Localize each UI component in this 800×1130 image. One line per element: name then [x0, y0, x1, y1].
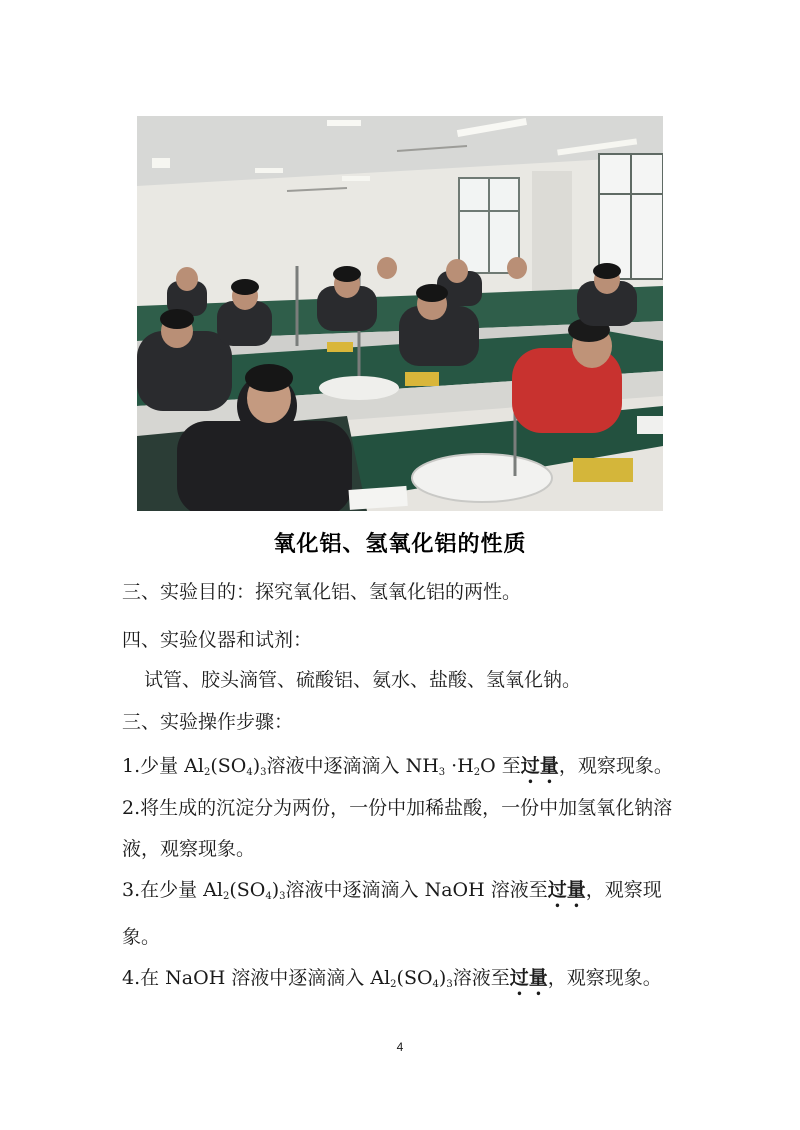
apparatus-list: 试管、胶头滴管、硫酸铝、氨水、盐酸、氢氧化钠。	[144, 669, 582, 691]
emphasis-text: 过量	[547, 879, 586, 901]
step-3-text: 3.在少量 Al	[122, 879, 223, 901]
subscript: 2	[390, 979, 397, 990]
step-1-text: 溶液中逐滴滴入 NH	[266, 755, 439, 777]
step-1-text: ·H	[445, 755, 474, 777]
step-3	[122, 870, 682, 958]
subscript: 2	[203, 767, 211, 778]
step-1-text: ，观察现象。	[558, 755, 673, 777]
subscript: 3	[260, 767, 267, 778]
step-1-text: (SO	[210, 755, 247, 777]
emphasis-text: 过量	[509, 967, 548, 989]
step-1-text: )	[252, 755, 261, 777]
step-3-text: ，观察现象。	[122, 879, 662, 948]
step-1	[122, 752, 673, 788]
subscript: 2	[473, 767, 481, 778]
step-4-text: (SO	[396, 967, 433, 989]
subscript: 2	[222, 891, 230, 902]
step-1-text: 1.少量 Al	[122, 755, 204, 777]
subscript: 3	[446, 979, 453, 990]
subscript: 4	[265, 891, 272, 902]
subscript: 4	[432, 979, 439, 990]
lab-classroom-photo	[137, 116, 663, 511]
step-3-text: (SO	[229, 879, 266, 901]
step-4	[122, 964, 662, 1000]
step-4-text: ，观察现象。	[547, 967, 662, 989]
apparatus-heading: 四、实验仪器和试剂：	[122, 629, 313, 651]
step-3-text: 溶液中逐滴滴入 NaOH 溶液至	[285, 879, 548, 901]
purpose-line: 三、实验目的：探究氧化铝、氢氧化铝的两性。	[122, 581, 522, 603]
document-title: 氧化铝、氢氧化铝的性质	[273, 532, 527, 557]
step-4-text: 4.在 NaOH 溶液中逐滴滴入 Al	[122, 967, 391, 989]
subscript: 4	[246, 767, 253, 778]
step-4-text: )	[438, 967, 447, 989]
steps-heading: 三、实验操作步骤：	[122, 711, 294, 733]
page-number: 4	[396, 1040, 404, 1054]
subscript: 3	[438, 767, 446, 778]
emphasis-text: 过量	[520, 755, 559, 777]
step-4-text: 溶液至	[452, 967, 510, 989]
subscript: 3	[279, 891, 286, 902]
step-3-text: )	[271, 879, 280, 901]
step-1-text: O 至	[480, 755, 521, 777]
step-2: 2.将生成的沉淀分为两份，一份中加稀盐酸，一份中加氢氧化钠溶液，观察现象。	[122, 797, 673, 860]
